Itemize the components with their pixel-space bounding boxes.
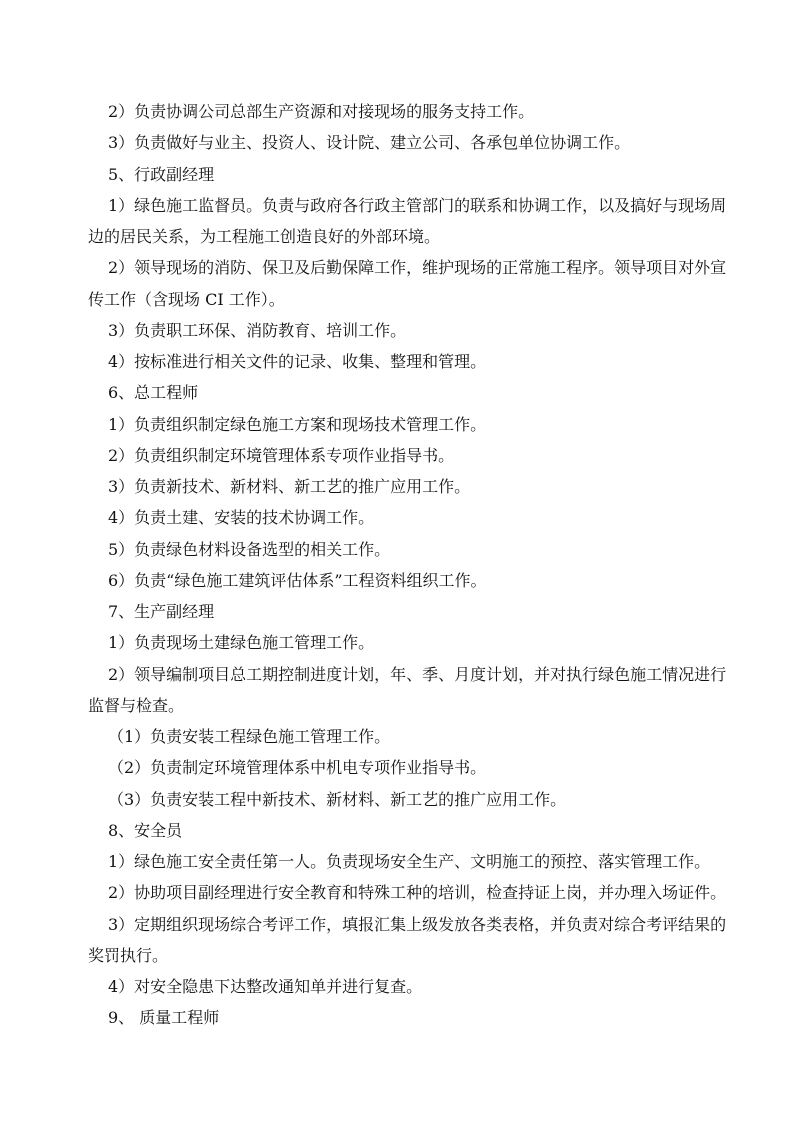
text-line: 监督与检查。 [88, 695, 185, 715]
text-line: 3）定期组织现场综合考评工作，填报汇集上级发放各类表格，并负责对综合考评结果的 [108, 914, 727, 934]
text-line: 6）负责“绿色施工建筑评估体系”工程资料组织工作。 [108, 570, 487, 590]
list-item [88, 193, 727, 256]
text-line: 3）负责做好与业主、投资人、设计院、建立公司、各承包单位协调工作。 [108, 133, 631, 153]
text-line: 奖罚执行。 [88, 945, 169, 965]
list-item [88, 474, 712, 505]
list-item [88, 537, 712, 568]
text-line: 6、总工程师 [108, 383, 199, 403]
document-body [88, 99, 727, 1037]
list-item [88, 99, 712, 130]
text-line: 2）领导现场的消防、保卫及后勤保障工作，维护现场的正常施工程序。领导项目对外宣 [108, 258, 727, 278]
text-line: 4）对安全隐患下达整改通知单并进行复查。 [108, 977, 423, 996]
text-line: 4）负责土建、安装的技术协调工作。 [108, 508, 375, 528]
section-heading [88, 818, 712, 849]
list-item [88, 318, 712, 349]
sub-list-item [88, 755, 712, 786]
section-heading [88, 380, 712, 411]
sub-list-item [88, 724, 712, 755]
list-item [88, 662, 727, 725]
text-line: 2）负责协调公司总部生产资源和对接现场的服务支持工作。 [108, 102, 535, 121]
text-line: 1）负责组织制定绿色施工方案和现场技术管理工作。 [108, 414, 487, 434]
text-line: 5）负责绿色材料设备选型的相关工作。 [108, 539, 391, 559]
list-item [88, 912, 727, 975]
text-line: 2）协助项目副经理进行安全教育和特殊工种的培训，检查持证上岗，并办理入场证件。 [108, 883, 727, 903]
section-heading [88, 599, 712, 630]
text-line: 传工作（含现场 CI 工作）。 [88, 289, 285, 309]
text-line: 8、安全员 [108, 820, 183, 840]
text-line: 3）负责新技术、新材料、新工艺的推广应用工作。 [108, 477, 471, 496]
section-heading [88, 162, 712, 193]
list-item [88, 130, 712, 161]
text-line: 7、生产副经理 [108, 602, 215, 621]
list-item [88, 849, 712, 880]
text-line: （2）负责制定环境管理体系中机电专项作业指导书。 [108, 758, 487, 778]
text-line: 9、 质量工程师 [108, 1008, 220, 1028]
text-line: 边的居民关系，为工程施工创造良好的外部环境。 [88, 227, 441, 246]
list-item [88, 505, 712, 536]
text-line: 1）绿色施工安全责任第一人。负责现场安全生产、文明施工的预控、落实管理工作。 [108, 852, 711, 871]
text-line: 4）按标准进行相关文件的记录、收集、整理和管理。 [108, 352, 487, 371]
section-heading [88, 1005, 712, 1036]
list-item [88, 412, 712, 443]
text-line: 1）绿色施工监督员。负责与政府各行政主管部门的联系和协调工作，以及搞好与现场周 [108, 195, 727, 215]
text-line: 5、行政副经理 [108, 164, 215, 184]
text-line: （1）负责安装工程绿色施工管理工作。 [108, 727, 391, 746]
sub-list-item [88, 787, 712, 818]
list-item [88, 443, 712, 474]
text-line: 3）负责职工环保、消防教育、培训工作。 [108, 320, 407, 340]
list-item [88, 349, 712, 380]
text-line: 2）领导编制项目总工期控制进度计划，年、季、月度计划，并对执行绿色施工情况进行 [108, 664, 727, 684]
text-line: （3）负责安装工程中新技术、新材料、新工艺的推广应用工作。 [108, 789, 567, 809]
list-item [88, 974, 712, 1005]
list-item [88, 568, 712, 599]
list-item [88, 255, 727, 318]
list-item [88, 880, 727, 911]
text-line: 2）负责组织制定环境管理体系专项作业指导书。 [108, 445, 455, 465]
list-item [88, 630, 712, 661]
text-line: 1）负责现场土建绿色施工管理工作。 [108, 633, 375, 653]
